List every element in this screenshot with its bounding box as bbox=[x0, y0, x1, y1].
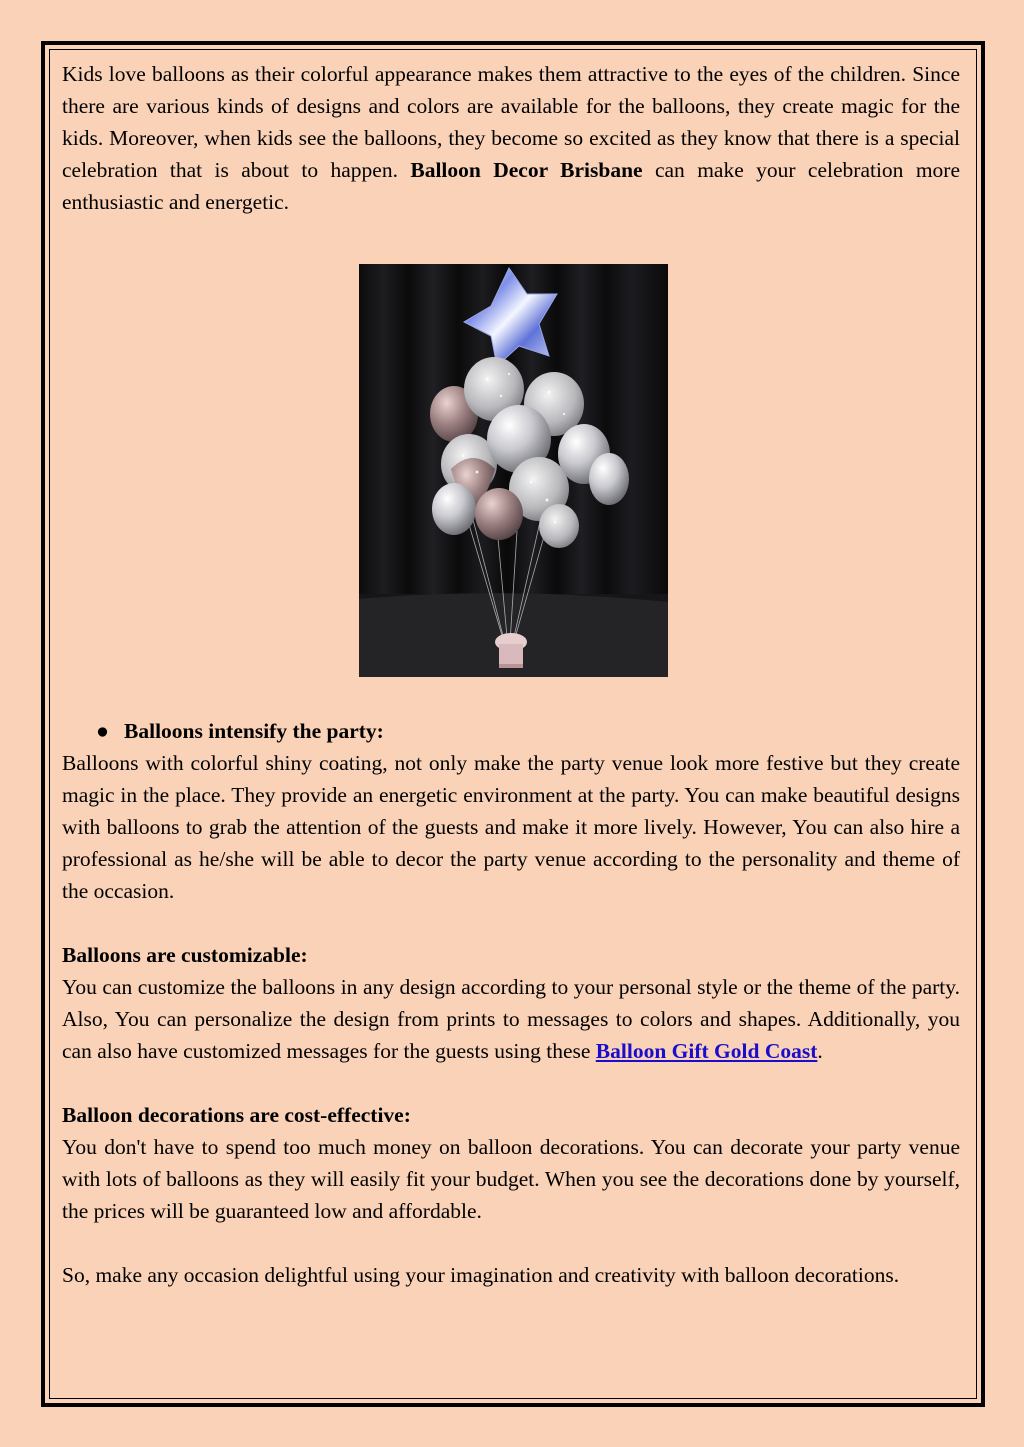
body-text-end: . bbox=[817, 1039, 823, 1063]
section-heading-intensify bbox=[62, 715, 960, 747]
keyword-balloon-decor-brisbane: Balloon Decor Brisbane bbox=[410, 158, 643, 182]
intro-paragraph bbox=[62, 58, 960, 218]
section-heading-customizable: Balloons are customizable: bbox=[62, 943, 308, 967]
section-body-intensify: Balloons with colorful shiny coating, not only make the party venue look more festive but they create magic in the place. They provide an energetic environment at the party. You can make beautiful designs with balloons to grab the attention of the guests and make it more lively. However, You can also hire a professional as he/she will be able to decor the party venue according to the personality and theme of the occasion. bbox=[62, 751, 960, 903]
balloon-bouquet-photo-icon bbox=[359, 264, 668, 677]
section-heading-cost-effective: Balloon decorations are cost-effective: bbox=[62, 1103, 411, 1127]
intro-text: Kids love balloons as their colorful appearance makes them attractive to the eyes of the children. Since there are various kinds of designs and colors are available for the balloons, they create magic for the kids. Moreover, when kids see the balloons, they become so excited as they know that there is a special celebration that is about to happen. bbox=[62, 62, 960, 182]
heading-text: Balloons intensify the party: bbox=[124, 719, 384, 743]
section-body-cost-effective: You don't have to spend too much money on balloon decorations. You can decorate your party venue with lots of balloons as they will easily fit your budget. When you see the decorations done by yourself, the prices will be guaranteed low and affordable. bbox=[62, 1135, 960, 1223]
section-body-customizable bbox=[62, 971, 960, 1067]
document-content bbox=[62, 58, 960, 1291]
balloon-photo bbox=[359, 264, 668, 677]
balloon-gift-gold-coast-link[interactable]: Balloon Gift Gold Coast bbox=[595, 1039, 818, 1063]
intro-text-end: can make your celebration more enthusiastic and energetic. bbox=[62, 158, 960, 214]
bullet-icon: ● bbox=[96, 719, 109, 743]
body-text: You can customize the balloons in any design according to your personal style or the theme of the party. Also, You can personalize the design from prints to messages to colors and shapes. Additionally, you can also have customized messages for the guests using these bbox=[62, 975, 960, 1063]
closing-paragraph: So, make any occasion delightful using your imagination and creativity with balloon decorations. bbox=[62, 1263, 900, 1287]
